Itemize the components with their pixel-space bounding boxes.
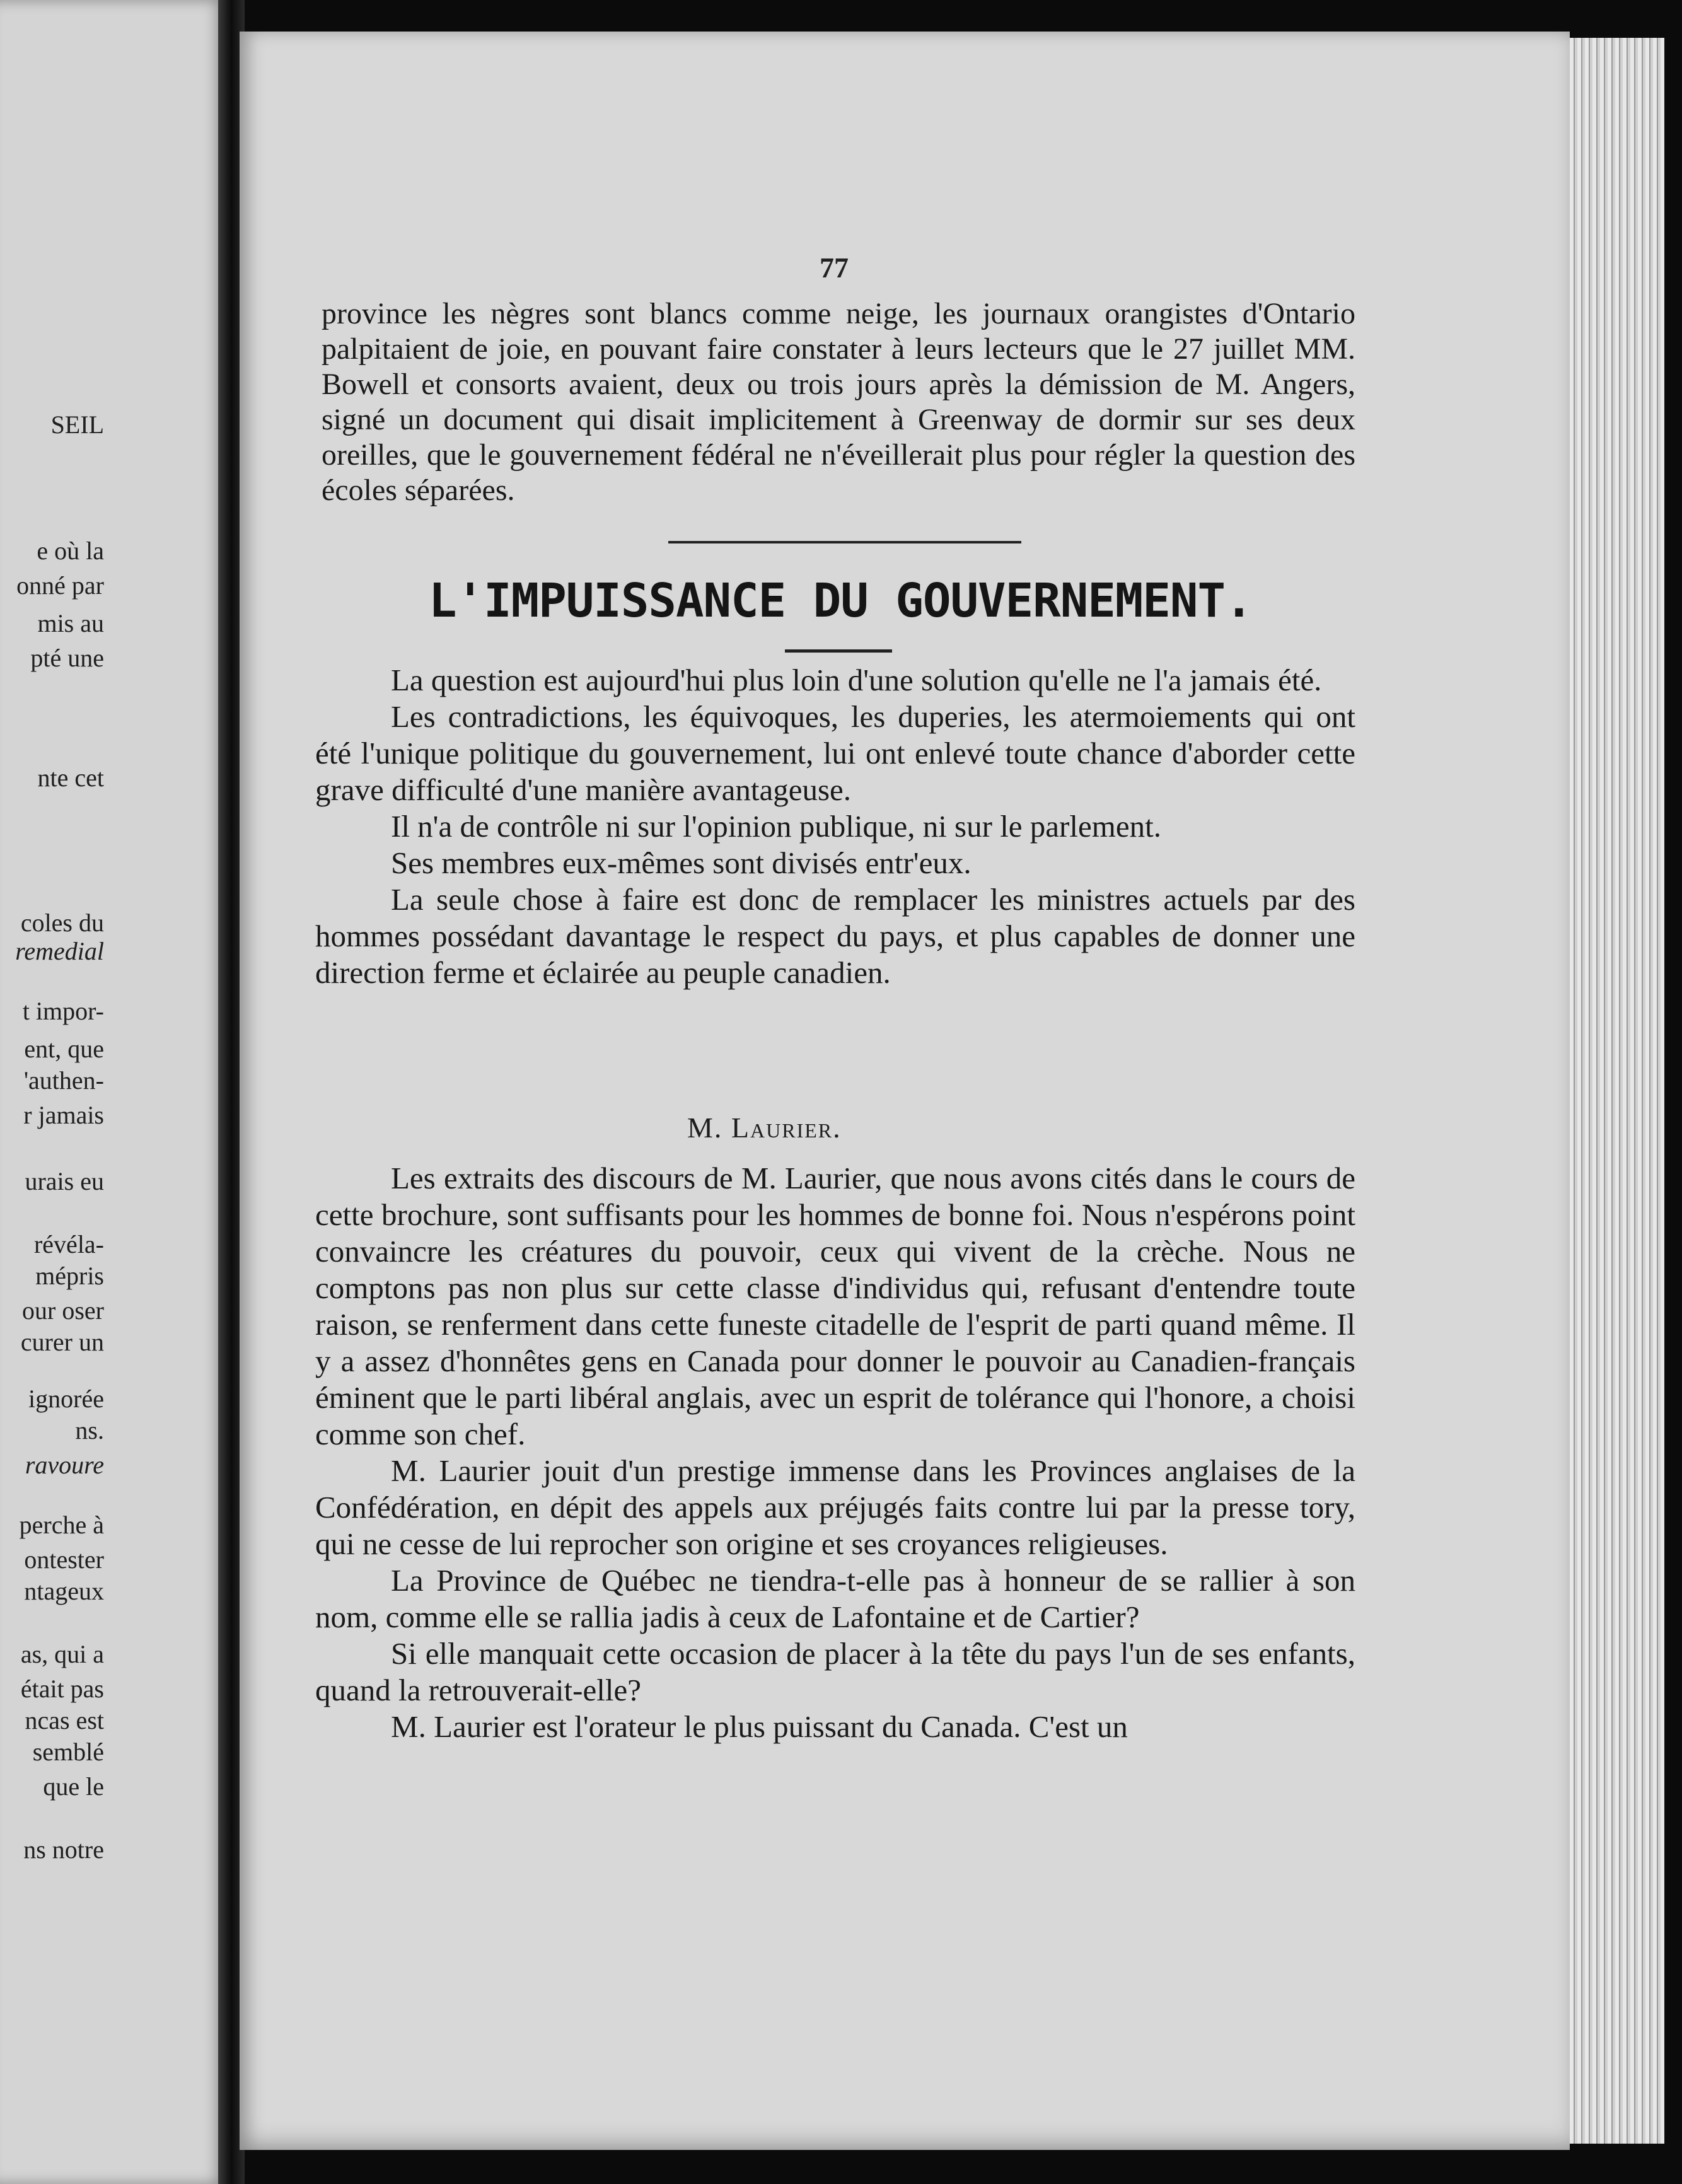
left-page-fragment: our oser: [22, 1296, 104, 1325]
left-page-fragment: coles du: [20, 909, 104, 937]
section-paragraph: La seule chose à faire est donc de remplacer les ministres actuels par des hommes possédant davantage le respect du pays, et plus capables de donner une direction ferme et éclairée au peuple canadien.: [315, 882, 1355, 990]
left-page-fragment: as, qui a: [20, 1640, 104, 1668]
left-page-fragment: urais eu: [25, 1167, 104, 1195]
section-paragraph: La question est aujourd'hui plus loin d'une solution qu'elle ne l'a jamais été.: [391, 663, 1322, 697]
subsection-body: [315, 1160, 1355, 1745]
intro-paragraph: province les nègres sont blancs comme neige, les journaux orangistes d'Ontario palpitaient de joie, en pouvant faire constater à leurs lecteurs que le 27 juillet MM. Bowell et consorts avaient, deux ou trois jours après la démission de M. Angers, signé un document qui disait implicitement à Greenway de dormir sur ses deux oreilles, que le gouvernement fédéral ne n'éveillerait plus pour régler la question des écoles séparées.: [322, 297, 1355, 507]
page-number: 77: [820, 252, 849, 284]
section-title: L'IMPUISSANCE DU GOUVERNEMENT.: [429, 574, 1253, 628]
left-page-fragment: ns.: [75, 1416, 104, 1444]
left-page-fragment: 'authen-: [23, 1066, 104, 1095]
subsection-title: M. Laurier.: [687, 1112, 842, 1144]
left-page-fragment: SEIL: [50, 410, 104, 439]
subsection-paragraph: Les extraits des discours de M. Laurier, que nous avons cités dans le cours de cette brochure, sont suffisants pour les hommes de bonne foi. Nous n'espérons point convaincre les créatures du pouvoir, ceux qui vivent de la crèche. Nous ne comptons pas non plus sur cette classe d'individus qui, refusant d'entendre toute raison, se renferment dans cette funeste citadelle de l'esprit de parti quand même. Il y a assez d'honnêtes gens en Canada pour donner le pouvoir au Canadien-français éminent que le parti libéral anglais, avec un esprit de tolérance qui l'honore, a choisi comme son chef.: [315, 1161, 1355, 1451]
subsection-paragraph: M. Laurier est l'orateur le plus puissant du Canada. C'est un: [391, 1709, 1128, 1744]
left-page-fragment: que le: [43, 1772, 104, 1801]
left-page-fragment: était pas: [20, 1675, 104, 1703]
section-paragraph: Il n'a de contrôle ni sur l'opinion publique, ni sur le parlement.: [391, 809, 1161, 844]
left-page-fragment: ravoure: [25, 1451, 104, 1479]
section-paragraph: Ses membres eux-mêmes sont divisés entr'eux.: [391, 845, 972, 880]
left-page-fragment: ent, que: [24, 1035, 104, 1063]
left-page-fragment: remedial: [15, 937, 104, 965]
left-page-fragment: ncas est: [25, 1706, 104, 1734]
left-page-fragment: pté une: [30, 644, 104, 672]
section-paragraph: Les contradictions, les équivoques, les duperies, les atermoiements qui ont été l'unique politique du gouvernement, lui ont enlevé toute chance d'aborder cette grave difficulté d'une manière avantageuse.: [315, 699, 1355, 807]
left-page-fragment: curer un: [20, 1328, 104, 1356]
left-page-fragment: mis au: [37, 609, 104, 637]
left-page-fragment: révéla-: [33, 1230, 104, 1258]
left-page-fragment: semblé: [32, 1738, 104, 1766]
left-page-fragment: ntageux: [24, 1577, 104, 1605]
left-page-fragment: t impor-: [22, 997, 104, 1025]
separator-rule-top: [668, 541, 1021, 543]
left-page-fragment: r jamais: [23, 1101, 104, 1129]
left-page-fragment: ontester: [24, 1545, 104, 1574]
subsection-paragraph: Si elle manquait cette occasion de placer à la tête du pays l'un de ses enfants, quand la retrouverait-elle?: [315, 1636, 1355, 1707]
left-page-fragment: e où la: [37, 537, 104, 565]
left-page-fragment: nte cet: [37, 764, 104, 792]
left-page-fragment: perche à: [19, 1511, 104, 1539]
section-body: [315, 662, 1355, 991]
left-page-fragment: mépris: [35, 1262, 104, 1290]
page-edges-stack: [1570, 38, 1664, 2144]
left-page-fragment: ns notre: [23, 1835, 104, 1864]
separator-rule-title: [785, 649, 892, 653]
left-facing-page: [0, 0, 228, 2184]
subsection-paragraph: M. Laurier jouit d'un prestige immense dans les Provinces anglaises de la Confédération, en dépit des appels aux préjugés faits contre lui par la presse tory, qui ne cesse de lui reprocher son origine et ses croyances religieuses.: [315, 1453, 1355, 1561]
subsection-paragraph: La Province de Québec ne tiendra-t-elle pas à honneur de se rallier à son nom, comme elle se rallia jadis à ceux de Lafontaine et de Cartier?: [315, 1563, 1355, 1634]
left-page-fragment: onné par: [16, 571, 104, 600]
left-page-fragment: ignorée: [28, 1385, 104, 1413]
